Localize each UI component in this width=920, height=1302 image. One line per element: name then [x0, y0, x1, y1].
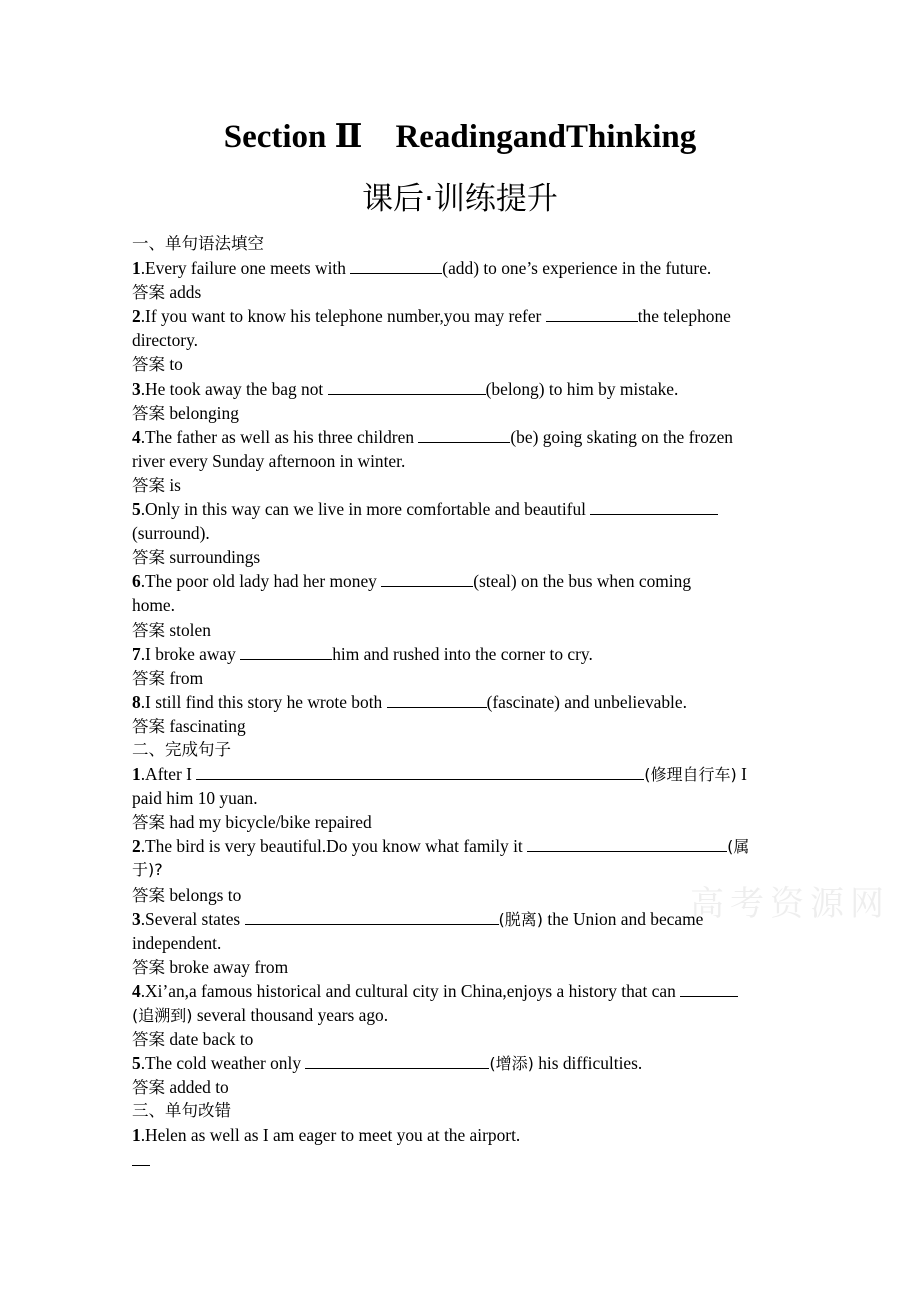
answer-line [132, 1148, 794, 1172]
answer-blank [381, 569, 473, 587]
exercise-body [132, 232, 794, 1172]
answer-blank [240, 642, 332, 660]
answer-text: had my bicycle/bike repaired [165, 812, 372, 833]
answer-text: from [165, 667, 204, 688]
question-text: .After I [140, 764, 197, 785]
page-subtitle: 课后·训练提升 [362, 181, 558, 217]
question-text: his difficulties. [533, 1053, 643, 1074]
question-number: 4 [132, 980, 141, 1001]
question-number: 7 [132, 643, 141, 664]
question-text: the Union and became [543, 908, 704, 929]
answer-line [132, 352, 794, 376]
question-line [132, 1051, 794, 1075]
question-line [132, 907, 794, 931]
question-text: him and rushed into the corner to cry. [332, 643, 593, 664]
question-line [132, 642, 794, 666]
answer-text: is [165, 474, 181, 495]
section-heading-sentence-complete: 二、完成句子 [132, 739, 231, 759]
question-text: .Xi’an,a famous historical and cultural city in China,enjoys a history that can [140, 980, 681, 1001]
answer-label: 答案 [132, 403, 165, 423]
answer-blank [245, 907, 499, 925]
question-number: 1 [132, 258, 141, 279]
question-continuation: paid him 10 yuan. [132, 788, 258, 809]
answer-blank [527, 834, 727, 852]
page-title: Section Ⅱ ReadingandThinking [223, 119, 697, 155]
chinese-hint: (属 [727, 837, 750, 857]
question-text: .Every failure one meets with [140, 258, 351, 279]
answer-blank [546, 304, 638, 322]
answer-label: 答案 [132, 620, 165, 640]
question-continuation: home. [132, 595, 175, 616]
answer-line [132, 1075, 794, 1099]
answer-label: 答案 [132, 475, 165, 495]
question-text: (be) going skating on the frozen [510, 426, 733, 447]
question-number: 4 [132, 426, 141, 447]
question-line [132, 425, 794, 449]
answer-text: added to [165, 1077, 229, 1098]
question-text: .The father as well as his three children [140, 426, 419, 447]
question-number: 1 [132, 1125, 141, 1146]
question-number: 1 [132, 764, 141, 785]
answer-line [132, 618, 794, 642]
question-text: .Several states [140, 908, 245, 929]
answer-line [132, 280, 794, 304]
question-number: 3 [132, 908, 141, 929]
chinese-hint: (脱离) [498, 909, 544, 929]
question-line [132, 834, 794, 858]
question-line [132, 762, 794, 786]
answer-label: 答案 [132, 716, 165, 736]
question-continuation: independent. [132, 932, 222, 953]
question-text: .I broke away [140, 643, 241, 664]
answer-line [132, 473, 794, 497]
answer-label: 答案 [132, 1078, 165, 1098]
answer-line [132, 955, 794, 979]
answer-label: 答案 [132, 813, 165, 833]
question-continuation: 于)? [132, 860, 163, 880]
question-text: (belong) to him by mistake. [485, 378, 679, 399]
question-continuation: river every Sunday afternoon in winter. [132, 450, 406, 471]
answer-label: 答案 [132, 283, 165, 303]
question-continuation: (surround). [132, 523, 210, 544]
question-number: 5 [132, 499, 141, 520]
answer-line [132, 1027, 794, 1051]
answer-text: surroundings [165, 547, 261, 568]
question-line [132, 979, 794, 1003]
answer-blank [387, 690, 487, 708]
answer-text: adds [165, 282, 202, 303]
section-heading-grammar-fill: 一、单句语法填空 [132, 234, 264, 253]
question-text: .He took away the bag not [140, 378, 328, 399]
answer-blank [350, 256, 442, 274]
question-number: 2 [132, 306, 141, 327]
question-number: 2 [132, 836, 141, 857]
question-continuation: directory. [132, 330, 198, 351]
answer-label: 答案 [132, 957, 165, 977]
answer-text: stolen [165, 619, 211, 640]
answer-dash [132, 1157, 150, 1166]
question-text: .I still find this story he wrote both [140, 691, 387, 712]
answer-line [132, 883, 794, 907]
question-number: 3 [132, 378, 141, 399]
question-line [132, 304, 794, 328]
answer-blank [196, 762, 644, 780]
answer-label: 答案 [132, 1030, 165, 1050]
question-text: .Helen as well as I am eager to meet you at the airport. [140, 1125, 521, 1146]
answer-blank [418, 425, 510, 443]
answer-blank [590, 497, 718, 515]
question-line [132, 690, 794, 714]
answer-text: to [165, 354, 183, 375]
question-text: .The bird is very beautiful.Do you know what family it [140, 836, 528, 857]
question-text: (fascinate) and unbelievable. [486, 691, 687, 712]
question-line [132, 1123, 794, 1147]
question-line [132, 569, 794, 593]
answer-blank [680, 979, 738, 997]
watermark: 高考资源网 [690, 884, 890, 924]
answer-text: belonging [165, 402, 239, 423]
answer-line [132, 666, 794, 690]
question-continuation [132, 1003, 794, 1027]
chinese-hint: (修理自行车) [644, 765, 737, 785]
answer-line [132, 401, 794, 425]
answer-blank [305, 1051, 489, 1069]
answer-label: 答案 [132, 355, 165, 375]
answer-line [132, 810, 794, 834]
answer-line [132, 714, 794, 738]
question-text: .The cold weather only [140, 1053, 306, 1074]
question-number: 8 [132, 691, 141, 712]
answer-label: 答案 [132, 885, 165, 905]
answer-line [132, 545, 794, 569]
answer-text: date back to [165, 1029, 254, 1050]
question-line [132, 377, 794, 401]
answer-label: 答案 [132, 548, 165, 568]
chinese-hint: (增添) [489, 1054, 534, 1074]
question-line [132, 256, 794, 280]
question-text: the telephone [637, 306, 731, 327]
question-text: (add) to one’s experience in the future. [442, 258, 712, 279]
question-text: I [736, 764, 747, 785]
section-heading-error-correction: 三、单句改错 [132, 1101, 231, 1121]
question-text: .The poor old lady had her money [140, 571, 382, 592]
answer-text: fascinating [165, 715, 246, 736]
question-text: several thousand years ago. [192, 1005, 389, 1025]
question-text: .If you want to know his telephone number,you may refer [140, 306, 546, 327]
question-text: (steal) on the bus when coming [473, 571, 692, 592]
question-text: .Only in this way can we live in more comfortable and beautiful [140, 499, 591, 520]
answer-text: belongs to [165, 884, 242, 905]
answer-label: 答案 [132, 668, 165, 688]
question-number: 6 [132, 571, 141, 592]
question-number: 5 [132, 1053, 141, 1074]
chinese-hint: (追溯到) [132, 1006, 193, 1025]
answer-text: broke away from [165, 956, 289, 977]
question-line [132, 497, 794, 521]
answer-blank [328, 377, 486, 395]
